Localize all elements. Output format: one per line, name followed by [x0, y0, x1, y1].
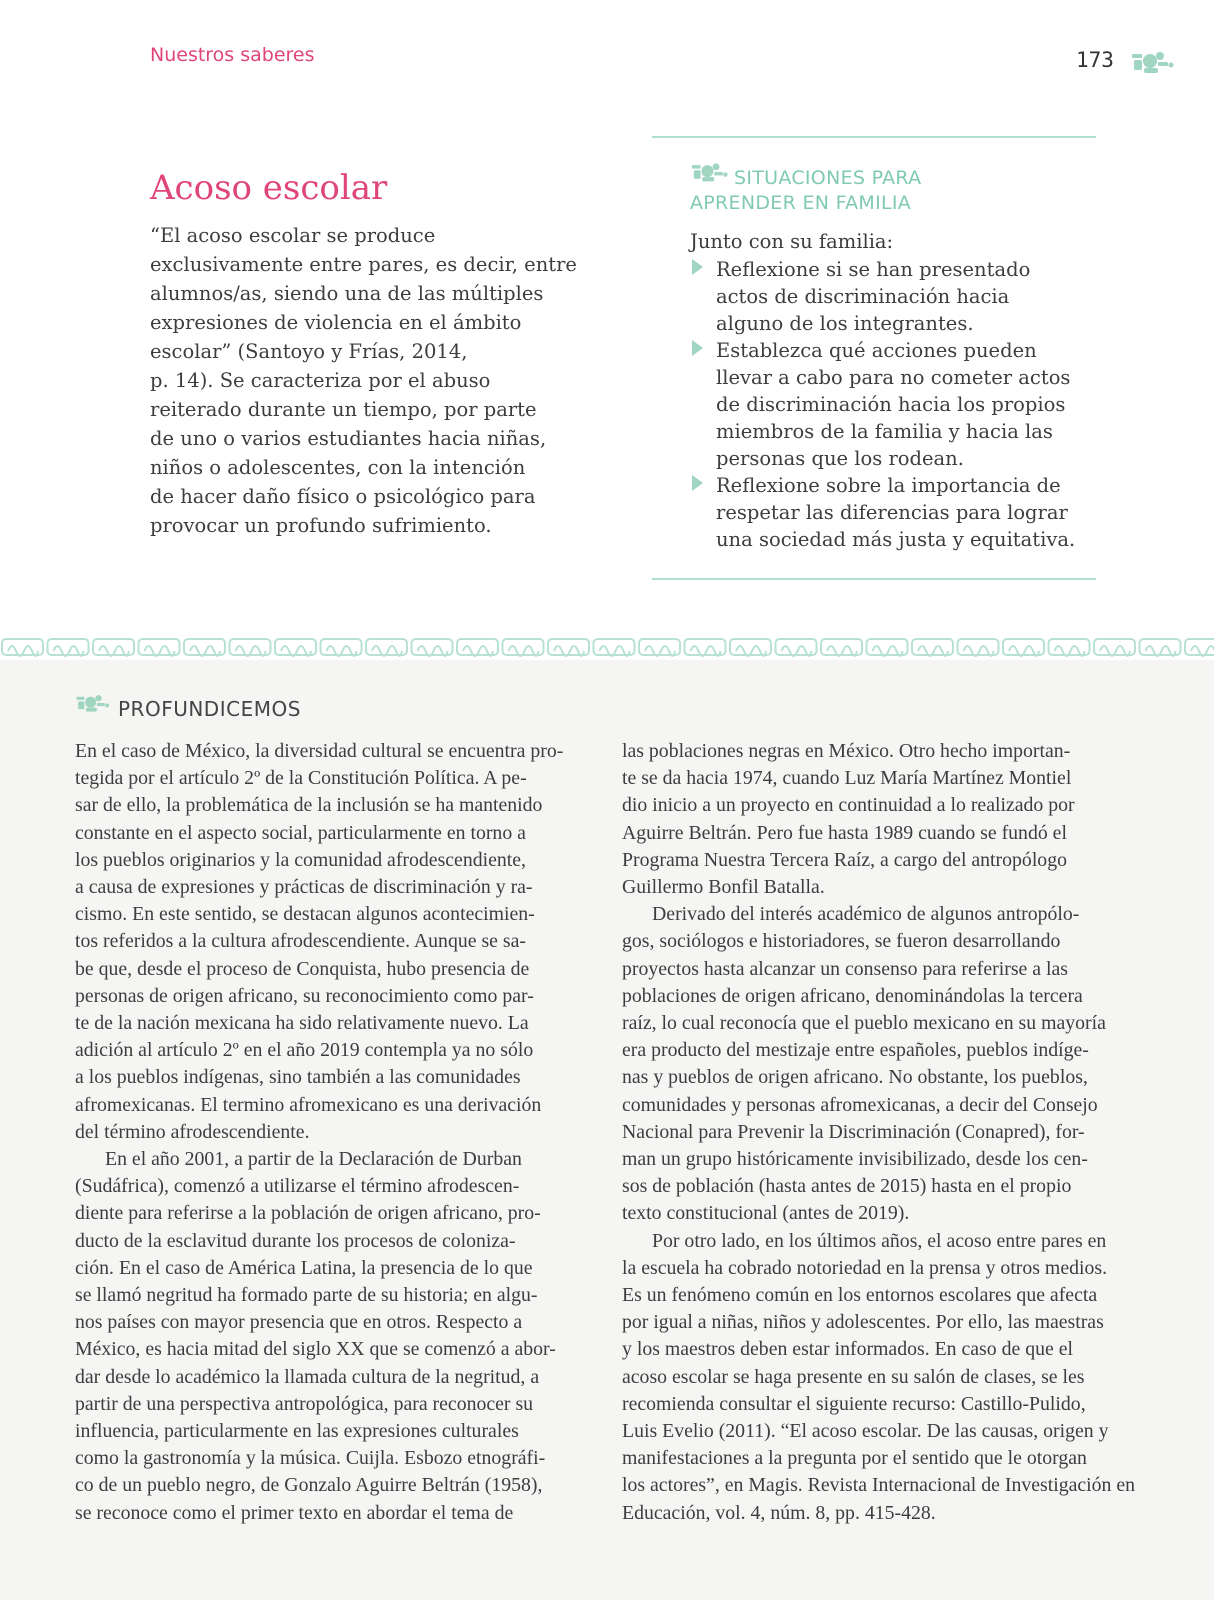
acoso-line: niños o adolescentes, con la intención — [150, 456, 526, 479]
text-line: personas de origen africano, su reconocimiento como par- — [75, 984, 534, 1007]
text-line: manifestaciones a la pregunta por el sentido que le otorgan — [622, 1447, 1087, 1470]
left-column-text — [75, 738, 590, 1527]
running-header: Nuestros saberes — [150, 44, 315, 66]
text-line: Programa Nuestra Tercera Raíz, a cargo del antropólogo — [622, 848, 1067, 871]
list-item-line: personas que los rodean. — [716, 447, 964, 470]
arrow-bullet-icon — [692, 475, 703, 491]
text-line: co de un pueblo negro, de Gonzalo Aguirre Beltrán (1958), — [75, 1474, 543, 1497]
text-line: nas y pueblos de origen africano. No obstante, los pueblos, — [622, 1066, 1088, 1089]
text-line: Es un fenómeno común en los entornos escolares que afecta — [622, 1284, 1098, 1307]
glyph-icon — [75, 692, 111, 714]
text-line: proyectos hasta alcanzar un consenso para referirse a las — [622, 957, 1068, 980]
right-column-text — [622, 738, 1137, 1527]
text-line: se llamó negritud ha formado parte de su historia; en algu- — [75, 1284, 538, 1307]
text-line: del término afrodescendiente. — [75, 1120, 310, 1143]
text-line: be que, desde el proceso de Conquista, hubo presencia de — [75, 957, 530, 980]
text-line: poblaciones de origen africano, denominándolas la tercera — [622, 984, 1083, 1007]
acoso-line: de hacer daño físico o psicológico para — [150, 485, 536, 508]
text-line: En el año 2001, a partir de la Declaración de Durban — [105, 1148, 522, 1171]
text-line: tos referidos a la cultura afrodescendiente. Aunque se sa- — [75, 930, 526, 953]
text-line: afromexicanas. El termino afromexicano es una derivación — [75, 1093, 542, 1116]
acoso-line: provocar un profundo sufrimiento. — [150, 514, 492, 537]
text-line: recomienda consultar el siguiente recurso: Castillo-Pulido, — [622, 1392, 1086, 1415]
text-line: Aguirre Beltrán. Pero fue hasta 1989 cuando se fundó el — [622, 821, 1067, 844]
acoso-paragraph — [150, 221, 610, 540]
text-line: partir de una perspectiva antropológica, para reconocer su — [75, 1392, 534, 1415]
familia-title-line: SITUACIONES PARA — [734, 167, 922, 189]
page-number: 173 — [1076, 48, 1114, 72]
text-line: constante en el aspecto social, particularmente en torno a — [75, 821, 526, 844]
familia-list — [690, 256, 1110, 553]
text-line: las poblaciones negras en México. Otro hecho importan- — [622, 740, 1071, 762]
acoso-line: expresiones de violencia en el ámbito — [150, 311, 522, 334]
text-line: se reconoce como el primer texto en abordar el tema de — [75, 1501, 514, 1524]
familia-intro: Junto con su familia: — [690, 230, 894, 253]
text-line: man un grupo históricamente invisibilizado, desde los cen- — [622, 1148, 1088, 1171]
text-line: influencia, particularmente en las expresiones culturales — [75, 1420, 519, 1443]
text-line: a los pueblos indígenas, sino también a las comunidades — [75, 1066, 521, 1089]
list-item-line: Reflexione si se han presentado — [716, 258, 1031, 281]
list-item — [690, 337, 1110, 472]
acoso-line: “El acoso escolar se produce — [150, 224, 436, 247]
list-item-line: respetar las diferencias para lograr — [716, 501, 1068, 524]
list-item-line: llevar a cabo para no cometer actos — [716, 366, 1071, 389]
text-line: Luis Evelio (2011). “El acoso escolar. De las causas, origen y — [622, 1420, 1109, 1443]
list-item-line: miembros de la familia y hacia las — [716, 420, 1053, 443]
text-line: Por otro lado, en los últimos años, el acoso entre pares en — [652, 1229, 1107, 1252]
text-line: Guillermo Bonfil Batalla. — [622, 876, 825, 899]
acoso-line: escolar” (Santoyo y Frías, 2014, — [150, 340, 468, 363]
text-line: Educación, vol. 4, núm. 8, pp. 415-428. — [622, 1501, 936, 1524]
list-item-line: una sociedad más justa y equitativa. — [716, 528, 1076, 551]
text-line: a causa de expresiones y prácticas de discriminación y ra- — [75, 876, 533, 899]
text-line: comunidades y personas afromexicanas, a decir del Consejo — [622, 1093, 1098, 1116]
text-line: sar de ello, la problemática de la inclusión se ha mantenido — [75, 794, 543, 817]
box-bottom-rule — [652, 578, 1096, 580]
list-item — [690, 256, 1110, 337]
text-line: los pueblos originarios y la comunidad afrodescendiente, — [75, 848, 526, 871]
text-line: (Sudáfrica), comenzó a utilizarse el término afrodescen- — [75, 1175, 520, 1198]
text-line: como la gastronomía y la música. Cuijla. Esbozo etnográfi- — [75, 1447, 546, 1470]
arrow-bullet-icon — [692, 340, 703, 356]
text-line: En el caso de México, la diversidad cultural se encuentra pro- — [75, 740, 564, 762]
arrow-bullet-icon — [692, 259, 703, 275]
acoso-line: de uno o varios estudiantes hacia niñas, — [150, 427, 547, 450]
text-line: Nacional para Prevenir la Discriminación (Conapred), for- — [622, 1120, 1085, 1143]
text-line: dio inicio a un proyecto en continuidad a lo realizado por — [622, 794, 1075, 817]
acoso-line: alumnos/as, siendo una de las múltiples — [150, 282, 544, 305]
list-item-line: Reflexione sobre la importancia de — [716, 474, 1061, 497]
text-line: por igual a niñas, niños y adolescentes. Por ello, las maestras — [622, 1311, 1104, 1334]
text-line: dar desde lo académico la llamada cultura de la negritud, a — [75, 1365, 540, 1388]
text-line: ducto de la esclavitud durante los procesos de coloniza- — [75, 1229, 516, 1252]
list-item-line: Establezca qué acciones pueden — [716, 339, 1037, 362]
text-line: acoso escolar se haga presente en su salón de clases, se les — [622, 1365, 1085, 1388]
list-item-line: de discriminación hacia los propios — [716, 393, 1066, 416]
text-line: era producto del mestizaje entre españoles, pueblos indíge- — [622, 1039, 1089, 1062]
glyph-icon — [1130, 48, 1176, 76]
acoso-line: exclusivamente entre pares, es decir, entre — [150, 253, 577, 276]
text-line: ción. En el caso de América Latina, la presencia de lo que — [75, 1256, 533, 1279]
profundicemos-title: PROFUNDICEMOS — [118, 697, 301, 721]
text-line: la escuela ha cobrado notoriedad en la prensa y otros medios. — [622, 1256, 1108, 1279]
text-line: adición al artículo 2º en el año 2019 contempla ya no sólo — [75, 1039, 534, 1062]
text-line: los actores”, en Magis. Revista Internacional de Investigación en — [622, 1474, 1136, 1497]
list-item-line: actos de discriminación hacia — [716, 285, 1010, 308]
acoso-line: p. 14). Se caracteriza por el abuso — [150, 369, 491, 392]
meander-border — [0, 634, 1214, 660]
text-line: gos, sociólogos e historiadores, se fueron desarrollando — [622, 930, 1061, 953]
text-line: raíz, lo cual reconocía que el pueblo mexicano en su mayoría — [622, 1012, 1106, 1035]
text-line: tegida por el artículo 2º de la Constitución Política. A pe- — [75, 767, 527, 790]
section-title-acoso: Acoso escolar — [150, 168, 388, 208]
text-line: México, es hacia mitad del siglo XX que se comenzó a abor- — [75, 1338, 556, 1361]
text-line: cismo. En este sentido, se destacan algunos acontecimien- — [75, 903, 535, 926]
text-line: sos de población (hasta antes de 2015) hasta en el propio — [622, 1175, 1072, 1198]
box-top-rule — [652, 136, 1096, 138]
text-line: diente para referirse a la población de origen africano, pro- — [75, 1202, 541, 1225]
text-line: te se da hacia 1974, cuando Luz María Martínez Montiel — [622, 767, 1072, 790]
text-line: texto constitucional (antes de 2019). — [622, 1202, 910, 1225]
text-line: te de la nación mexicana ha sido relativamente nuevo. La — [75, 1012, 529, 1035]
text-line: Derivado del interés académico de algunos antropólo- — [652, 903, 1080, 926]
text-line: y los maestros deben estar informados. En caso de que el — [622, 1338, 1073, 1361]
familia-box-title — [690, 166, 921, 216]
list-item — [690, 472, 1110, 553]
acoso-line: reiterado durante un tiempo, por parte — [150, 398, 537, 421]
familia-title-line: APRENDER EN FAMILIA — [690, 192, 912, 214]
text-line: nos países con mayor presencia que en otros. Respecto a — [75, 1311, 523, 1334]
list-item-line: alguno de los integrantes. — [716, 312, 974, 335]
